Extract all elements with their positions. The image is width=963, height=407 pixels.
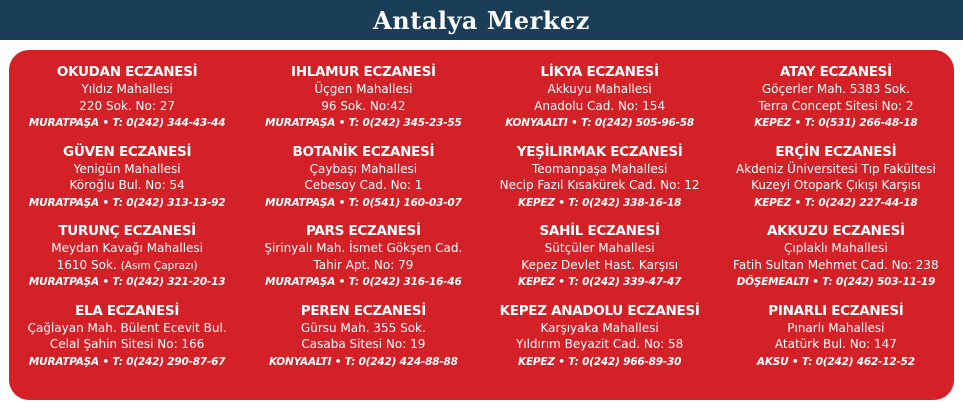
pharmacy-address-line2 <box>718 98 954 116</box>
pharmacy-address-line2 <box>482 98 718 116</box>
pharmacy-address-line1: Akkuyu Mahallesi <box>547 82 652 96</box>
address-line2-text: 96 Sok. No:42 <box>321 98 406 113</box>
pharmacy-grid <box>9 64 954 370</box>
pharmacy-address-line1: Çaybaşı Mahallesi <box>309 161 418 176</box>
pharmacy-address-line1: Üçgen Mahallesi <box>314 82 413 96</box>
pharmacy-card <box>9 223 245 291</box>
pharmacy-address-line1: Göçerler Mah. 5383 Sok. <box>761 82 910 96</box>
pharmacy-address-line1: Sütçüler Mahallesi <box>544 241 655 255</box>
pharmacy-card <box>482 223 718 291</box>
pharmacy-name: PINARLI ECZANESİ <box>768 302 904 319</box>
pharmacy-address-line2 <box>718 336 954 354</box>
pharmacy-district-phone: KEPEZ • T: 0(242) 966-89-30 <box>518 355 682 368</box>
pharmacy-district-phone: KEPEZ • T: 0(531) 266-48-18 <box>754 117 918 129</box>
pharmacy-card <box>9 303 245 371</box>
pharmacy-address-line2 <box>245 257 481 275</box>
pharmacy-district-phone: AKSU • T: 0(242) 462-12-52 <box>756 355 915 368</box>
pharmacy-district-phone: MURATPAŞA • T: 0(242) 316-16-46 <box>265 276 462 288</box>
pharmacy-district-phone: KEPEZ • T: 0(242) 338-16-18 <box>518 196 682 209</box>
address-line2-text: Yıldırım Beyazit Cad. No: 58 <box>515 337 684 351</box>
pharmacy-address-line1: Yenigün Mahallesi <box>73 161 181 176</box>
pharmacy-panel <box>9 50 954 400</box>
pharmacy-card <box>718 144 954 212</box>
pharmacy-address-line2 <box>718 177 954 195</box>
pharmacy-address-line2 <box>482 257 718 275</box>
pharmacy-name: ERÇİN ECZANESİ <box>775 143 897 160</box>
pharmacy-district-phone: DÖŞEMEALTI • T: 0(242) 503-11-19 <box>736 276 936 288</box>
address-line2-text: Casaba Sitesi No: 19 <box>301 337 426 351</box>
pharmacy-name: YEŞİLIRMAK ECZANESİ <box>516 143 683 160</box>
pharmacy-name: ATAY ECZANESİ <box>779 64 892 80</box>
pharmacy-card <box>482 144 718 212</box>
pharmacy-card <box>718 303 954 371</box>
pharmacy-address-line2 <box>245 177 481 195</box>
address-line2-note: (Asım Çaprazı) <box>120 259 198 272</box>
address-line2-text: Kuzeyi Otopark Çıkışı Karşısı <box>751 178 921 192</box>
pharmacy-district-phone: MURATPAŞA • T: 0(242) 321-20-13 <box>28 276 226 288</box>
page-title: Antalya Merkez <box>373 5 590 35</box>
pharmacy-address-line1: Teomanpaşa Mahallesi <box>531 161 668 176</box>
pharmacy-address-line2 <box>482 336 718 354</box>
pharmacy-district-phone: MURATPAŞA • T: 0(242) 345-23-55 <box>265 117 462 129</box>
pharmacy-address-line1: Karşıyaka Mahallesi <box>540 320 659 335</box>
address-line2-text: 220 Sok. No: 27 <box>79 98 175 113</box>
pharmacy-district-phone: KEPEZ • T: 0(242) 227-44-18 <box>754 196 918 209</box>
address-line2-text: Necip Fazıl Kısakürek Cad. No: 12 <box>499 178 700 192</box>
pharmacy-address-line1: Gürsu Mah. 355 Sok. <box>300 320 426 335</box>
pharmacy-name: OKUDAN ECZANESİ <box>56 64 198 80</box>
header-bar <box>0 0 963 40</box>
pharmacy-address-line2 <box>245 336 481 354</box>
address-line2-text: Terra Concept Sitesi No: 2 <box>758 98 914 113</box>
pharmacy-name: BOTANİK ECZANESİ <box>292 143 435 160</box>
pharmacy-district-phone: MURATPAŞA • T: 0(541) 160-03-07 <box>265 196 462 209</box>
address-line2-text: Atatürk Bul. No: 147 <box>774 337 897 351</box>
pharmacy-name: IHLAMUR ECZANESİ <box>291 64 436 80</box>
pharmacy-district-phone: MURATPAŞA • T: 0(242) 313-13-92 <box>28 196 226 209</box>
pharmacy-address-line2 <box>9 98 245 116</box>
pharmacy-district-phone: KONYAALTI • T: 0(242) 505-96-58 <box>505 117 694 129</box>
pharmacy-address-line2 <box>482 177 718 195</box>
pharmacy-name: TURUNÇ ECZANESİ <box>58 223 196 239</box>
pharmacy-address-line2 <box>9 177 245 195</box>
pharmacy-name: ELA ECZANESİ <box>75 302 180 319</box>
pharmacy-card <box>718 64 954 132</box>
pharmacy-card <box>245 223 481 291</box>
pharmacy-address-line1: Meydan Kavağı Mahallesi <box>51 241 203 255</box>
pharmacy-address-line2 <box>718 257 954 275</box>
pharmacy-address-line2 <box>245 98 481 116</box>
address-line2-text: Kepez Devlet Hast. Karşısı <box>521 257 679 272</box>
pharmacy-address-line1: Çıplaklı Mahallesi <box>783 241 888 255</box>
pharmacy-card <box>482 64 718 132</box>
pharmacy-district-phone: KONYAALTI • T: 0(242) 424-88-88 <box>269 355 458 368</box>
pharmacy-card <box>718 223 954 291</box>
pharmacy-district-phone: MURATPAŞA • T: 0(242) 290-87-67 <box>28 355 226 368</box>
pharmacy-district-phone: KEPEZ • T: 0(242) 339-47-47 <box>518 276 682 288</box>
pharmacy-address-line1: Şirinyalı Mah. İsmet Gökşen Cad. <box>264 241 463 255</box>
address-line2-text: Cebesoy Cad. No: 1 <box>304 178 423 192</box>
pharmacy-address-line1: Yıldız Mahallesi <box>81 82 173 96</box>
pharmacy-address-line1: Akdeniz Üniversitesi Tıp Fakültesi <box>735 161 936 176</box>
pharmacy-name: LİKYA ECZANESİ <box>540 64 659 80</box>
pharmacy-address-line2 <box>9 336 245 354</box>
pharmacy-name: PEREN ECZANESİ <box>300 302 426 319</box>
pharmacy-card <box>245 303 481 371</box>
pharmacy-address-line2 <box>9 257 245 275</box>
pharmacy-district-phone: MURATPAŞA • T: 0(242) 344-43-44 <box>28 117 226 129</box>
pharmacy-name: KEPEZ ANADOLU ECZANESİ <box>499 302 700 319</box>
pharmacy-name: PARS ECZANESİ <box>306 223 421 239</box>
pharmacy-address-line1: Çağlayan Mah. Bülent Ecevit Bul. <box>27 320 227 335</box>
pharmacy-name: AKKUZU ECZANESİ <box>767 223 905 239</box>
pharmacy-card <box>9 144 245 212</box>
address-line2-text: Tahir Apt. No: 79 <box>313 257 414 272</box>
pharmacy-card <box>482 303 718 371</box>
address-line2-text: Anadolu Cad. No: 154 <box>534 98 666 113</box>
address-line2-text: Celal Şahin Sitesi No: 166 <box>49 337 205 351</box>
pharmacy-name: SAHİL ECZANESİ <box>539 223 660 239</box>
pharmacy-card <box>9 64 245 132</box>
pharmacy-card <box>245 144 481 212</box>
pharmacy-address-line1: Pınarlı Mahallesi <box>787 320 885 335</box>
address-line2-text: Köroğlu Bul. No: 54 <box>69 178 185 192</box>
address-line2-text: 1610 Sok. <box>56 257 117 272</box>
address-line2-text: Fatih Sultan Mehmet Cad. No: 238 <box>733 257 939 272</box>
pharmacy-card <box>245 64 481 132</box>
pharmacy-name: GÜVEN ECZANESİ <box>63 143 192 160</box>
